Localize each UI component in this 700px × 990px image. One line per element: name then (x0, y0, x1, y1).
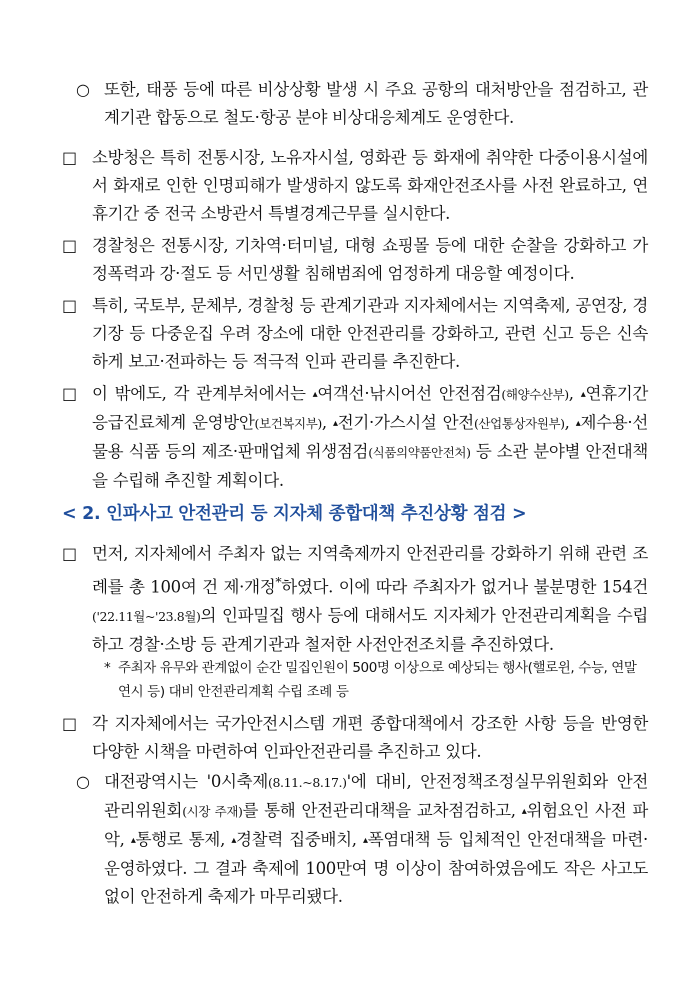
square-bullet-icon: □ (62, 714, 77, 733)
paragraph-fire-agency (62, 144, 648, 228)
paragraph-airport (62, 76, 648, 132)
triangle-bullet-icon: ▴ (363, 835, 368, 846)
triangle-bullet-icon: ▴ (575, 418, 581, 429)
triangle-bullet-icon: ▴ (312, 389, 318, 400)
paragraph-text: 경찰청은 전통시장, 기차역·터미널, 대형 쇼핑몰 등에 대한 순찰을 강화하고 가정폭력과 강·절도 등 서민생활 침해범죄에 엄정하게 대응할 예정이다. (92, 236, 648, 283)
triangle-bullet-icon: ▴ (521, 806, 527, 817)
square-bullet-icon: □ (62, 148, 77, 167)
triangle-bullet-icon: ▴ (333, 418, 338, 429)
paragraph-text: 특히, 국토부, 문체부, 경찰청 등 관계기관과 지자체에서는 지역축제, 공연장, 경기장 등 다중운집 우려 장소에 대한 안전관리를 강화하고, 관련 신고 등은 신속하게 보고·전파하는 등 적극적 인파 관리를 추진한다. (92, 296, 648, 371)
paragraph-text: 먼저, 지자체에서 주최자 없는 지역축제까지 안전관리를 강화하기 위해 관련 조례를 총 100여 건 제·개정*하였다. 이에 따라 주최자가 없거나 불분명한 154건('22.11월~'23.8월)의 인파밀집 행사 등에 대해서도 지자체가 안전관리계획을 수립하고 경찰·소방 등 관계기관과 철저한 사전안전조치를 추진하였다. (92, 544, 648, 654)
paragraph-text: 소방청은 특히 전통시장, 노유자시설, 영화관 등 화재에 취약한 다중이용시설에서 화재로 인한 인명피해가 발생하지 않도록 화재안전조사를 사전 완료하고, 연휴기간 중 전국 소방관서 특별경계근무를 실시한다. (92, 148, 648, 223)
paragraph-ministries (62, 380, 648, 495)
footnote (104, 656, 648, 704)
triangle-bullet-icon: ▴ (231, 835, 237, 846)
asterisk-icon: * (104, 660, 111, 676)
paragraph-text: 각 지자체에서는 국가안전시스템 개편 종합대책에서 강조한 사항 등을 반영한 다양한 시책을 마련하여 인파안전관리를 추진하고 있다. (92, 714, 648, 761)
footnote-marker: * (275, 574, 282, 589)
paragraph-ordinances (62, 540, 648, 659)
square-bullet-icon: □ (62, 296, 77, 315)
footnote-text: 주최자 유무와 관계없이 순간 밀집인원이 500명 이상으로 예상되는 행사(핼로윈, 수능, 연말연시 등) 대비 안전관리계획 수립 조례 등 (118, 660, 637, 700)
paragraph-daejeon (62, 768, 648, 911)
triangle-bullet-icon: ▴ (580, 389, 586, 400)
paragraph-text: 또한, 태풍 등에 따른 비상상황 발생 시 주요 공항의 대처방안을 점검하고, 관계기관 합동으로 철도·항공 분야 비상대응체계도 운영한다. (104, 80, 648, 127)
paragraph-police (62, 232, 648, 288)
circle-bullet-icon: ○ (76, 80, 90, 99)
square-bullet-icon: □ (62, 384, 77, 403)
paragraph-text: 이 밖에도, 각 관계부처에서는 ▴여객선·낚시어선 안전점검(해양수산부), ▴연휴기간 응급진료체계 운영방안(보건복지부), ▴전기·가스시설 안전(산업통상자원부), ▴제수용·선물용 식품 등의 제조·판매업체 위생점검(식품의약품안전처) 등 소관 분야별 안전대책을 수립해 추진할 계획이다. (92, 384, 649, 490)
section-heading: < 2. 인파사고 안전관리 등 지자체 종합대책 추진상황 점검 > (62, 504, 527, 524)
square-bullet-icon: □ (62, 236, 77, 255)
square-bullet-icon: □ (62, 544, 77, 563)
paragraph-crowd-management (62, 292, 648, 376)
paragraph-text: 대전광역시는 '0시축제(8.11.~8.17.)'에 대비, 안전정책조정실무위원회와 안전관리위원회(시장 주재)를 통해 안전관리대책을 교차점검하고, ▴위험요인 사전 파악, ▴통행로 통제, ▴경찰력 집중배치, ▴폭염대책 등 입체적인 안전대책을 마련·운영하였다. 그 결과 축제에 100만여 명 이상이 참여하였음에도 작은 사고도 없이 안전하게 축제가 마무리됐다. (104, 772, 648, 906)
paragraph-local-governments (62, 710, 648, 766)
circle-bullet-icon: ○ (76, 772, 90, 791)
triangle-bullet-icon: ▴ (130, 835, 136, 846)
